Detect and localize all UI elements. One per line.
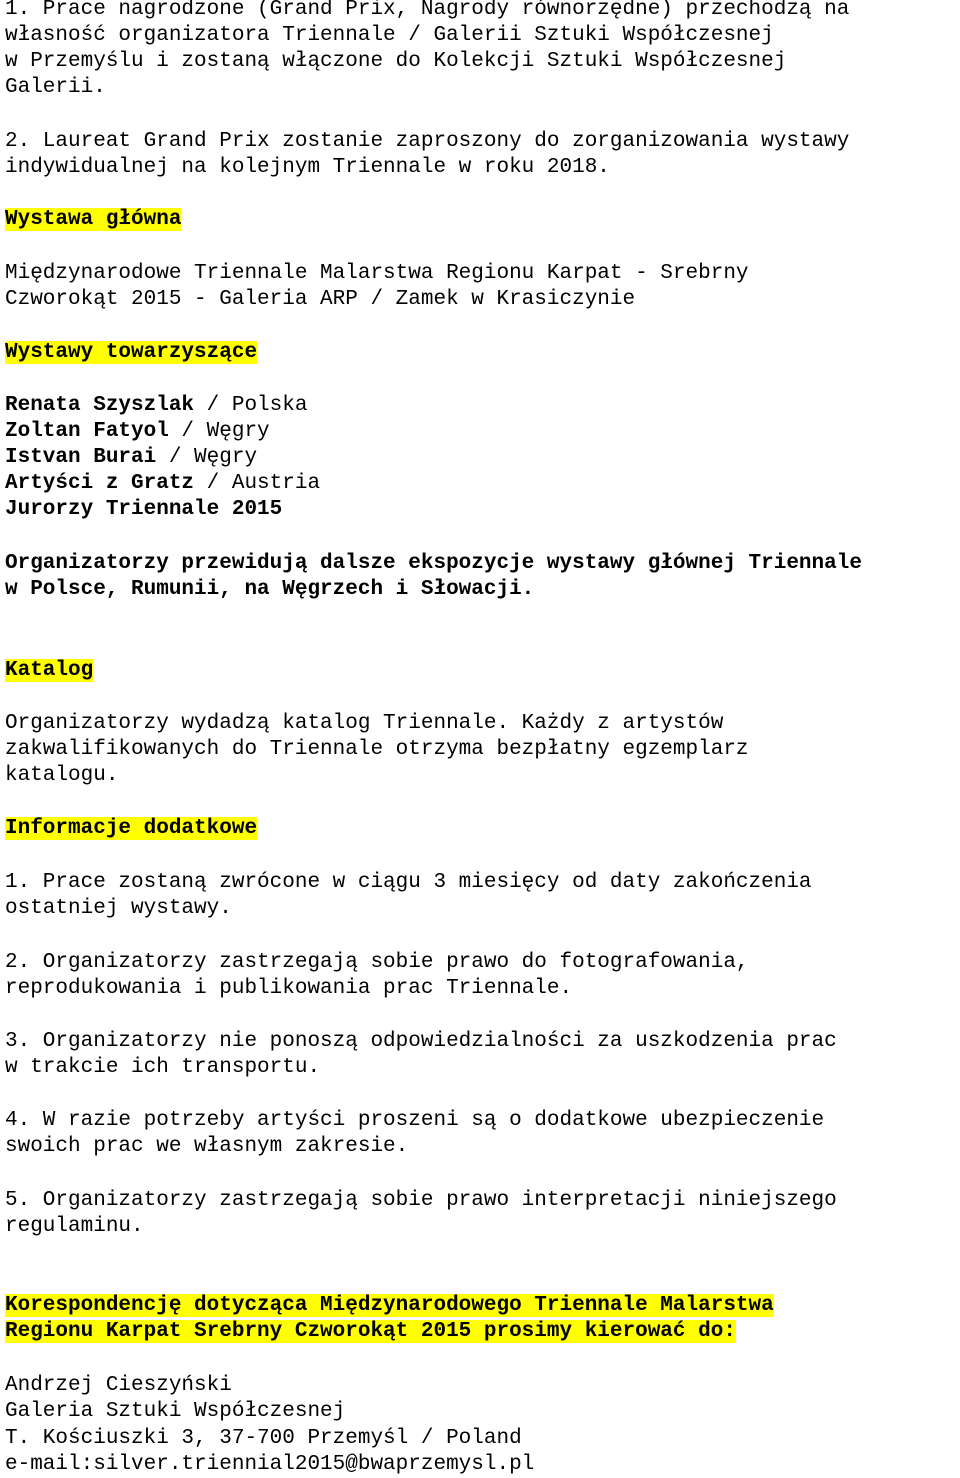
contact-address: T. Kościuszki 3, 37-700 Przemyśl / Poland (5, 1427, 522, 1450)
prize-item-1-line-3: w Przemyślu i zostaną włączone do Kolekcji Sztuki Współczesnej (5, 50, 787, 73)
additional-item-2-line-1: 2. Organizatorzy zastrzegają sobie prawo do fotografowania, (5, 951, 749, 974)
additional-item-4-line-2: swoich prac we własnym zakresie. (5, 1135, 409, 1158)
side-exhibitions-note-line-1: Organizatorzy przewidują dalsze ekspozycje wystawy głównej Triennale (5, 552, 862, 575)
main-exhibition-line-1: Międzynarodowe Triennale Malarstwa Regionu Karpat - Srebrny (5, 262, 749, 285)
correspondence-heading-line-1: Korespondencję dotycząca Międzynarodowego Triennale Malarstwa (5, 1294, 774, 1317)
artist-name: Zoltan Fatyol (5, 420, 169, 443)
artist-name: Renata Szyszlak (5, 394, 195, 417)
side-exhibitions-heading: Wystawy towarzyszące (5, 341, 258, 364)
prize-item-1-line-2: własność organizatora Triennale / Galerii Sztuki Współczesnej (5, 24, 774, 47)
artist-country: / Węgry (156, 446, 258, 469)
artist-name: Artyści z Gratz (5, 472, 195, 495)
side-exhibition-item (5, 445, 257, 471)
prize-item-1-line-4: Galerii. (5, 76, 106, 99)
additional-item-3-line-2: w trakcie ich transportu. (5, 1056, 321, 1079)
prize-item-2-line-1: 2. Laureat Grand Prix zostanie zaproszony do zorganizowania wystawy (5, 130, 850, 153)
side-exhibitions-note-line-2: w Polsce, Rumunii, na Węgrzech i Słowacji. (5, 578, 535, 601)
additional-item-3-line-1: 3. Organizatorzy nie ponoszą odpowiedzialności za uszkodzenia prac (5, 1030, 837, 1053)
additional-item-1-line-2: ostatniej wystawy. (5, 897, 232, 920)
contact-organization: Galeria Sztuki Współczesnej (5, 1400, 346, 1423)
side-exhibition-item (5, 471, 320, 497)
additional-item-2-line-2: reprodukowania i publikowania prac Triennale. (5, 977, 573, 1000)
artist-country: / Węgry (168, 420, 270, 443)
side-exhibition-item (5, 393, 307, 419)
catalog-line-3: katalogu. (5, 764, 119, 787)
additional-heading: Informacje dodatkowe (5, 817, 258, 840)
additional-item-5-line-2: regulaminu. (5, 1215, 144, 1238)
main-exhibition-heading: Wystawa główna (5, 208, 182, 231)
correspondence-heading-line-2: Regionu Karpat Srebrny Czworokąt 2015 prosimy kierować do: (5, 1320, 736, 1343)
artist-name: Jurorzy Triennale 2015 (5, 498, 283, 521)
contact-email: e-mail:silver.triennial2015@bwaprzemysl.pl (5, 1453, 535, 1476)
artist-country: / Polska (194, 394, 308, 417)
side-exhibition-item (5, 497, 282, 523)
contact-name: Andrzej Cieszyński (5, 1374, 232, 1397)
catalog-line-1: Organizatorzy wydadzą katalog Triennale. Każdy z artystów (5, 712, 724, 735)
prize-item-1-line-1: 1. Prace nagrodzone (Grand Prix, Nagrody równorzędne) przechodzą na (5, 0, 850, 21)
additional-item-1-line-1: 1. Prace zostaną zwrócone w ciągu 3 miesięcy od daty zakończenia (5, 871, 812, 894)
additional-item-5-line-1: 5. Organizatorzy zastrzegają sobie prawo interpretacji niniejszego (5, 1189, 837, 1212)
catalog-line-2: zakwalifikowanych do Triennale otrzyma bezpłatny egzemplarz (5, 738, 749, 761)
artist-country: / Austria (194, 472, 321, 495)
main-exhibition-line-2: Czworokąt 2015 - Galeria ARP / Zamek w Krasiczynie (5, 288, 636, 311)
additional-item-4-line-1: 4. W razie potrzeby artyści proszeni są o dodatkowe ubezpieczenie (5, 1109, 825, 1132)
catalog-heading: Katalog (5, 659, 94, 682)
prize-item-2-line-2: indywidualnej na kolejnym Triennale w roku 2018. (5, 156, 610, 179)
side-exhibition-item (5, 419, 270, 445)
artist-name: Istvan Burai (5, 446, 157, 469)
